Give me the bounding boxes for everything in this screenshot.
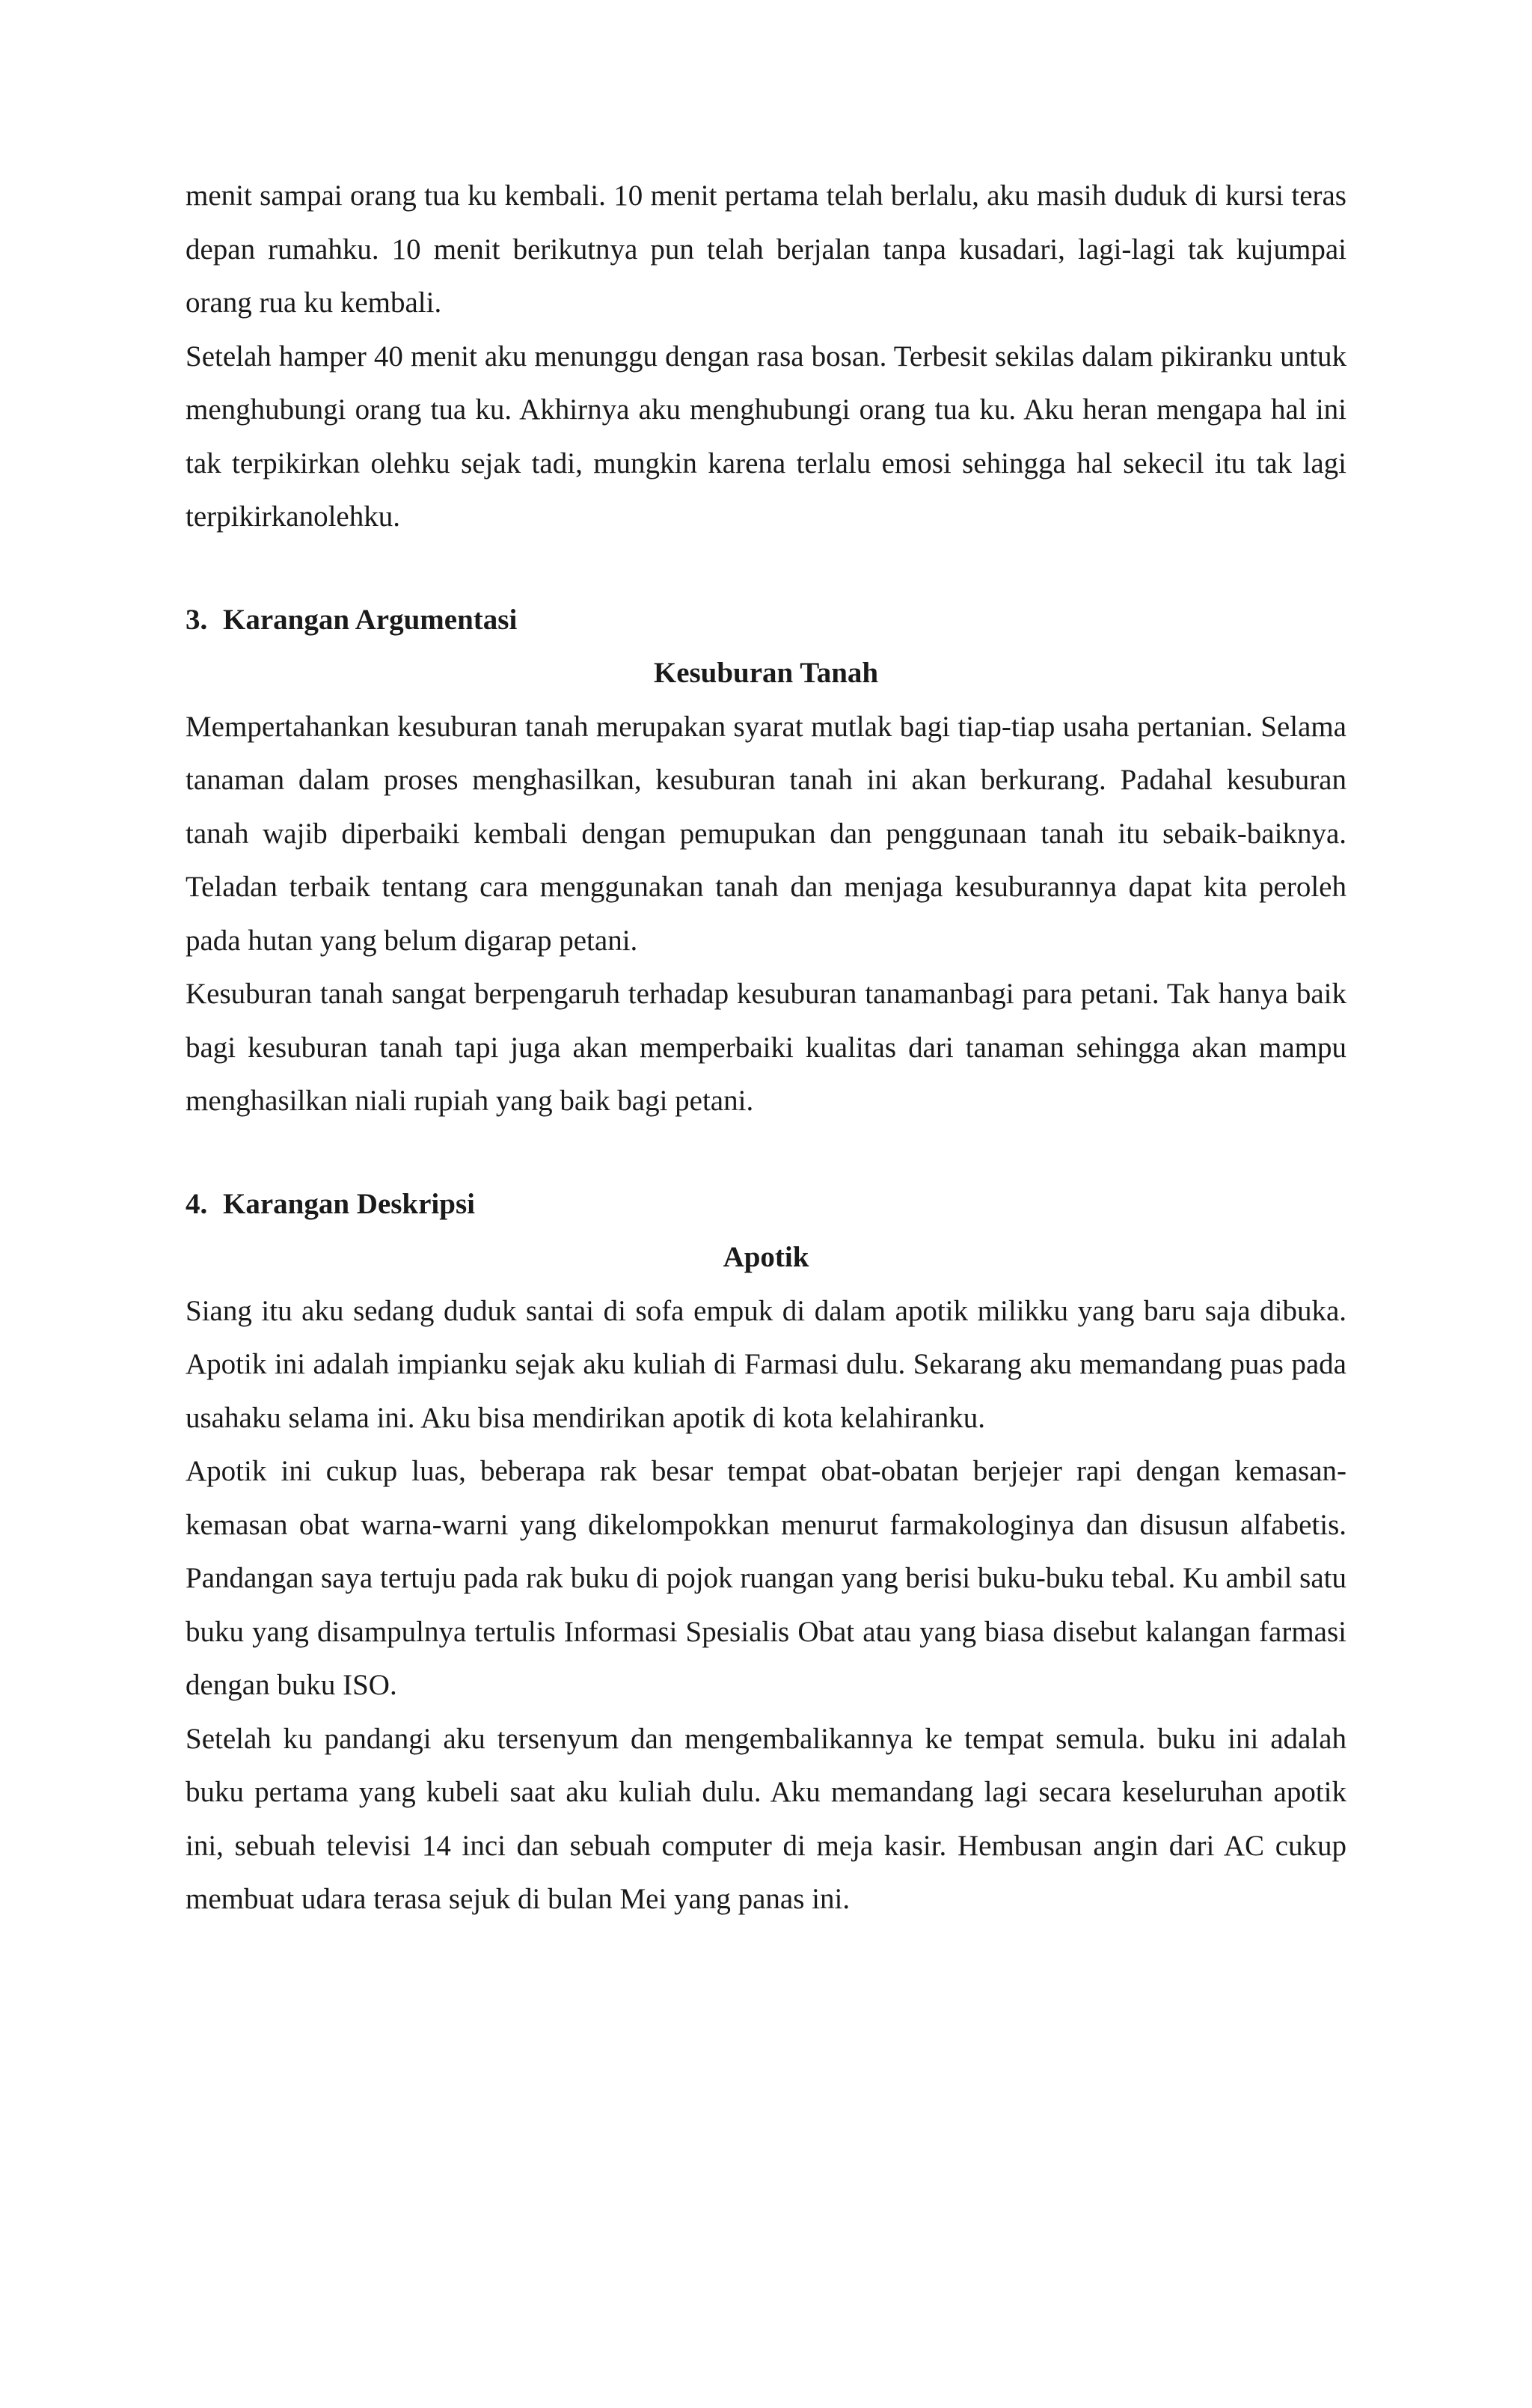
section-4-paragraph-3: Setelah ku pandangi aku tersenyum dan mengembalikannya ke tempat semula. buku ini adalah buku pertama yang kubeli saat aku kuliah dulu. Aku memandang lagi secara keseluruhan apotik ini, sebuah televisi 14 inci dan sebuah computer di meja kasir. Hembusan angin dari AC cukup membuat udara terasa sejuk di bulan Mei yang panas ini. <box>186 1722 1346 1915</box>
section-3-title: Kesuburan Tanah <box>653 657 879 689</box>
intro-paragraph-1: menit sampai orang tua ku kembali. 10 menit pertama telah berlalu, aku masih duduk di kursi teras depan rumahku. 10 menit berikutnya pun telah berjalan tanpa kusadari, lagi-lagi tak kujumpai orang rua ku kembali. <box>186 180 1346 319</box>
section-spacer <box>186 1128 1346 1177</box>
section-4-heading-text: Karangan Deskripsi <box>223 1187 475 1220</box>
section-3-heading-text: Karangan Argumentasi <box>223 603 518 636</box>
section-4-paragraph-1: Siang itu aku sedang duduk santai di sofa empuk di dalam apotik milikku yang baru saja dibuka. Apotik ini adalah impianku sejak aku kuliah di Farmasi dulu. Sekarang aku memandang puas pada usahaku selama ini. Aku bisa mendirikan apotik di kota kelahiranku. <box>186 1294 1346 1434</box>
section-3-paragraph-1: Mempertahankan kesuburan tanah merupakan syarat mutlak bagi tiap-tiap usaha pertanian. Selama tanaman dalam proses menghasilkan, kesuburan tanah ini akan berkurang. Padahal kesuburan tanah wajib diperbaiki kembali dengan pemupukan dan penggunaan tanah itu sebaik-baiknya. Teladan terbaik tentang cara menggunakan tanah dan menjaga kesuburannya dapat kita peroleh pada hutan yang belum digarap petani. <box>186 710 1346 957</box>
section-4-paragraph-2: Apotik ini cukup luas, beberapa rak besar tempat obat-obatan berjejer rapi dengan kemasan-kemasan obat warna-warni yang dikelompokkan menurut farmakologinya dan disusun alfabetis. Pandangan saya tertuju pada rak buku di pojok ruangan yang berisi buku-buku tebal. Ku ambil satu buku yang disampulnya tertulis Informasi Spesialis Obat atau yang biasa disebut kalangan farmasi dengan buku ISO. <box>186 1455 1346 1701</box>
section-4-title: Apotik <box>723 1241 809 1273</box>
section-3-number: 3. <box>186 603 208 636</box>
document-body <box>186 169 1346 1926</box>
intro-paragraph-2: Setelah hamper 40 menit aku menunggu dengan rasa bosan. Terbesit sekilas dalam pikiranku untuk menghubungi orang tua ku. Akhirnya aku menghubungi orang tua ku. Aku heran mengapa hal ini tak terpikirkan olehku sejak tadi, mungkin karena terlalu emosi sehingga hal sekecil itu tak lagi terpikirkanolehku. <box>186 340 1346 533</box>
section-spacer <box>186 544 1346 593</box>
section-4-heading <box>186 1177 1346 1231</box>
section-3-heading <box>186 593 1346 647</box>
section-4-number: 4. <box>186 1187 208 1220</box>
section-3-paragraph-2: Kesuburan tanah sangat berpengaruh terhadap kesuburan tanamanbagi para petani. Tak hanya baik bagi kesuburan tanah tapi juga akan memperbaiki kualitas dari tanaman sehingga akan mampu menghasilkan niali rupiah yang baik bagi petani. <box>186 978 1346 1117</box>
